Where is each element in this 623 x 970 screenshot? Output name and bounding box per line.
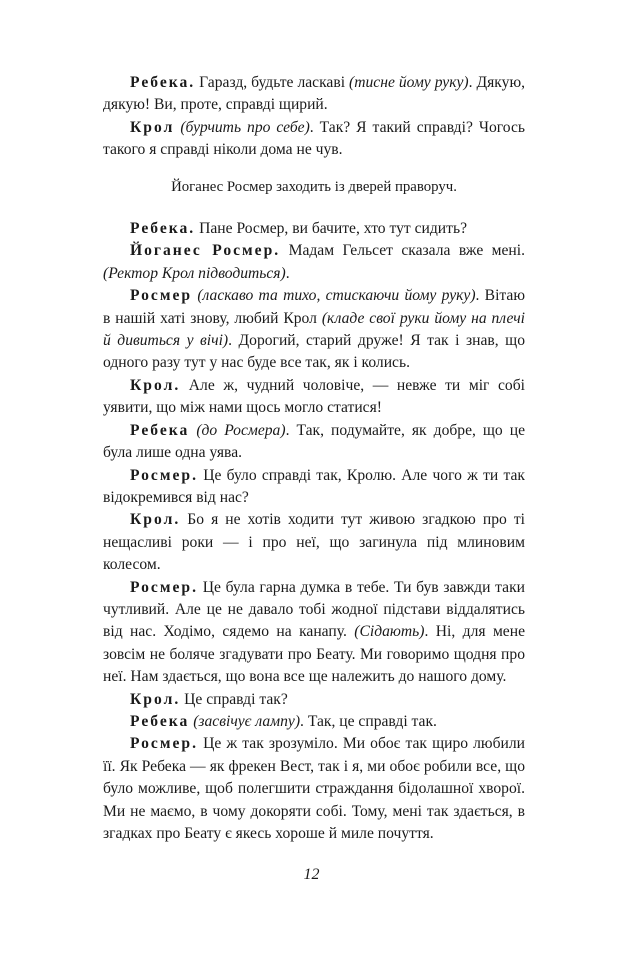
dialogue-text: . Ні, для мене зовсім не боляче згадувати про Беату. Ми говоримо щодня про неї. Нам здається, що вона все ще належить до нашого дому. — [103, 623, 525, 686]
dialogue-paragraph — [103, 375, 525, 420]
stage-direction-centered: Йоганес Росмер заходить із дверей праворуч. — [171, 178, 457, 195]
dialogue-text: . Так, це справді так. — [300, 712, 437, 730]
dialogue-text: . Дякую, дякую! Ви, проте, справді щирий. — [103, 74, 526, 114]
stage-direction: (Сідають) — [354, 623, 425, 641]
dialogue-paragraph — [103, 465, 525, 510]
dialogue-text: Це була гарна думка в тебе. Ти був завжди таки чутливий. Але це не давало тобі жодної підстави віддалятись від нас. Ходімо, сядемо на канапу. — [103, 578, 525, 641]
speaker-name: Росмер. — [130, 578, 198, 596]
dialogue-text: Це було справді так, Кролю. Але чого ж ти так відокремився від нас? — [103, 466, 525, 506]
dialogue-paragraph — [103, 285, 525, 375]
dialogue-text: Мадам Гельсет сказала вже мені. — [280, 242, 525, 260]
dialogue-text: Це ж так зрозуміло. Ми обоє так щиро любили її. Як Ребека — як фрекен Вест, так і я, ми обоє робили все, що було можливе, щоб полегшити страждання бідолашної хворої. Ми не маємо, в чому докоряти собі. Тому, мені так здається, в згадках про Беату є якесь хороше й миле почуття. — [103, 735, 525, 842]
speaker-name: Ребека — [130, 421, 190, 439]
dialogue-paragraph — [103, 72, 525, 117]
dialogue-text: Гаразд, будьте ласкаві — [195, 74, 350, 91]
dialogue-paragraph — [103, 117, 525, 162]
speaker-name: Ребека — [130, 712, 190, 730]
speaker-name: Ребека. — [130, 74, 196, 91]
speaker-name: Крол. — [130, 376, 181, 394]
dialogue-text: . Вітаю в нашій хаті знову, любий Крол — [103, 287, 525, 327]
stage-direction: (Ректор Крол підводиться) — [103, 264, 286, 282]
dialogue-text: . Так? Я такий справді? Чогось такого я справді ніколи дома не чув. — [103, 118, 526, 159]
dialogue-text: . — [285, 264, 290, 282]
stage-direction: (кладе свої руки йому на плечі й дивиться у вічі) — [103, 309, 525, 350]
speaker-name: Йоганес Росмер. — [130, 242, 281, 260]
dialogue-text: Бо я не хотів ходити тут живою згадкою про ті нещасливі роки — і про неї, що загинула під млиновим колесом. — [103, 511, 525, 574]
speaker-name: Росмер. — [130, 735, 198, 753]
dialogue-text: . Так, подумайте, як добре, що це була лише одна уява. — [103, 421, 525, 462]
dialogue-paragraph — [103, 509, 525, 576]
dialogue-paragraph — [103, 240, 525, 285]
stage-direction: (ласкаво та тихо, стискаючи йому руку) — [197, 287, 476, 305]
dialogue-text: Пане Росмер, ви бачите, хто тут сидить? — [195, 220, 468, 238]
speaker-name: Ребека. — [130, 220, 196, 238]
dialogue-text: Але ж, чудний чоловіче, — невже ти міг собі уявити, що між нами щось могло статися! — [103, 376, 525, 417]
page-number: 12 — [303, 866, 320, 883]
speaker-name: Росмер — [130, 287, 193, 305]
stage-direction: (тисне йому руку) — [349, 74, 469, 91]
stage-direction: (засвічує лампу) — [193, 712, 301, 730]
dialogue-paragraph — [103, 689, 525, 711]
dialogue-paragraph — [103, 733, 525, 845]
stage-direction: (до Росмера) — [196, 421, 286, 439]
dialogue-text: . Дорогий, старий друже! Я так і знав, що одного разу тут у нас буде все так, як і колись. — [103, 332, 525, 372]
page-text — [103, 72, 525, 845]
speaker-name: Крол. — [130, 690, 181, 708]
dialogue-text: Це справді так? — [180, 690, 288, 708]
speaker-name: Крол. — [130, 511, 181, 529]
dialogue-paragraph — [103, 218, 525, 240]
stage-direction: (бурчить про себе) — [180, 118, 310, 136]
dialogue-paragraph — [103, 420, 525, 465]
speaker-name: Крол — [130, 118, 175, 136]
dialogue-paragraph — [103, 577, 525, 689]
speaker-name: Росмер. — [130, 466, 198, 484]
dialogue-paragraph — [103, 711, 525, 733]
